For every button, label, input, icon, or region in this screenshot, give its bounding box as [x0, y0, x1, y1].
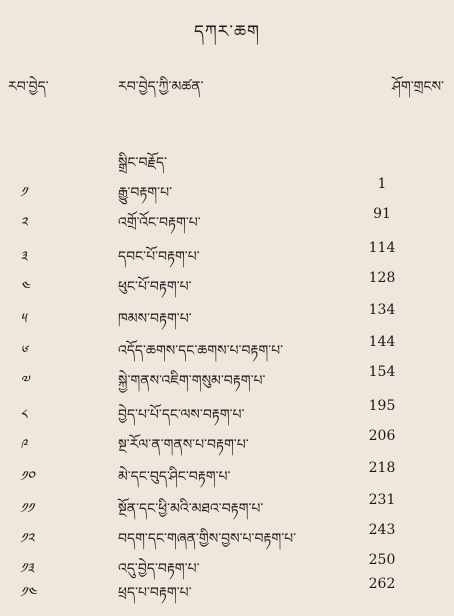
toc-row: [0, 460, 454, 490]
preliminary-heading: སྒྲིང་བརྗོད་: [118, 155, 168, 171]
chapter-title: བདག་དང་གཞན་གྱིས་བྱས་པ་བརྟག་པ་: [118, 531, 297, 547]
toc-row: [0, 522, 454, 552]
chapter-number: ༡: [20, 185, 27, 201]
chapter-title: འདོད་ཆགས་དང་ཆགས་པ་བརྟག་པ་: [118, 343, 284, 359]
chapter-title: མེ་དང་བུད་ཤིང་བརྟག་པ་: [118, 469, 231, 485]
toc-row: [0, 576, 454, 606]
page-number: 1: [377, 176, 387, 192]
toc-row: [0, 240, 454, 270]
chapter-number: ༦: [20, 343, 28, 359]
toc-row: [0, 334, 454, 364]
page-number: 91: [373, 206, 391, 222]
chapter-number: ༡༤: [20, 585, 37, 601]
page-number: 218: [368, 460, 396, 476]
chapter-number: ༤: [20, 279, 30, 295]
page-number: 243: [368, 522, 396, 538]
chapter-number: ༩: [20, 437, 28, 453]
chapter-number: ༢: [20, 215, 28, 231]
toc-row: [0, 206, 454, 236]
chapter-title: བྱེད་པ་པོ་དང་ལས་བརྟག་པ་: [118, 407, 245, 423]
page-number: 262: [368, 576, 396, 592]
chapter-number: ༣: [20, 249, 28, 265]
column-header-number: རབ་བྱེད་: [8, 79, 49, 95]
chapter-title: ཕྲད་པ་བརྟག་པ་: [118, 585, 192, 601]
page-number: 195: [368, 398, 396, 414]
page-number: 231: [368, 492, 396, 508]
page-number: 154: [368, 364, 396, 380]
toc-row: [0, 364, 454, 394]
page-number: 206: [368, 428, 396, 444]
chapter-number: ༡༡: [20, 501, 34, 517]
chapter-title: འགྲོ་འོང་བརྟག་པ་: [118, 215, 201, 231]
chapter-title: སྔ་རོལ་ན་གནས་པ་བརྟག་པ་: [118, 437, 249, 453]
toc-row: [0, 428, 454, 458]
page-number: 114: [368, 240, 396, 256]
page-number: 144: [368, 334, 396, 350]
chapter-title: དབང་པོ་བརྟག་པ་: [118, 249, 200, 265]
chapter-title: འདུ་བྱེད་བརྟག་པ་: [118, 561, 200, 577]
chapter-number: ༨: [20, 407, 28, 423]
column-header-page: ཤོག་གྲངས་: [392, 79, 444, 95]
page-number: 128: [368, 270, 396, 286]
chapter-number: ༧: [20, 373, 29, 389]
chapter-title: སྐྱེ་གནས་འཇིག་གསུམ་བརྟག་པ་: [118, 373, 266, 389]
chapter-title: སྔོན་དང་ཕྱི་མའི་མཐའ་བརྟག་པ་: [118, 501, 264, 517]
toc-row: [0, 176, 454, 206]
chapter-number: ༥: [20, 311, 27, 327]
chapter-number: ༡༠: [20, 469, 35, 485]
column-header-chapter: རབ་བྱེད་ཀྱི་མཚན་: [118, 79, 204, 95]
chapter-number: ༡༣: [20, 561, 34, 577]
page-title: དཀར་ཆག: [193, 22, 261, 42]
chapter-title: ཕུང་པོ་བརྟག་པ་: [118, 279, 192, 295]
page-number: 134: [368, 302, 396, 318]
chapter-title: རྒྱུ་བརྟག་པ་: [118, 185, 173, 201]
chapter-number: ༡༢: [20, 531, 35, 547]
page-number: 250: [368, 552, 396, 568]
chapter-title: ཁམས་བརྟག་པ་: [118, 311, 192, 327]
toc-row: [0, 270, 454, 300]
toc-row: [0, 302, 454, 332]
toc-row: [0, 398, 454, 428]
toc-row: [0, 492, 454, 522]
